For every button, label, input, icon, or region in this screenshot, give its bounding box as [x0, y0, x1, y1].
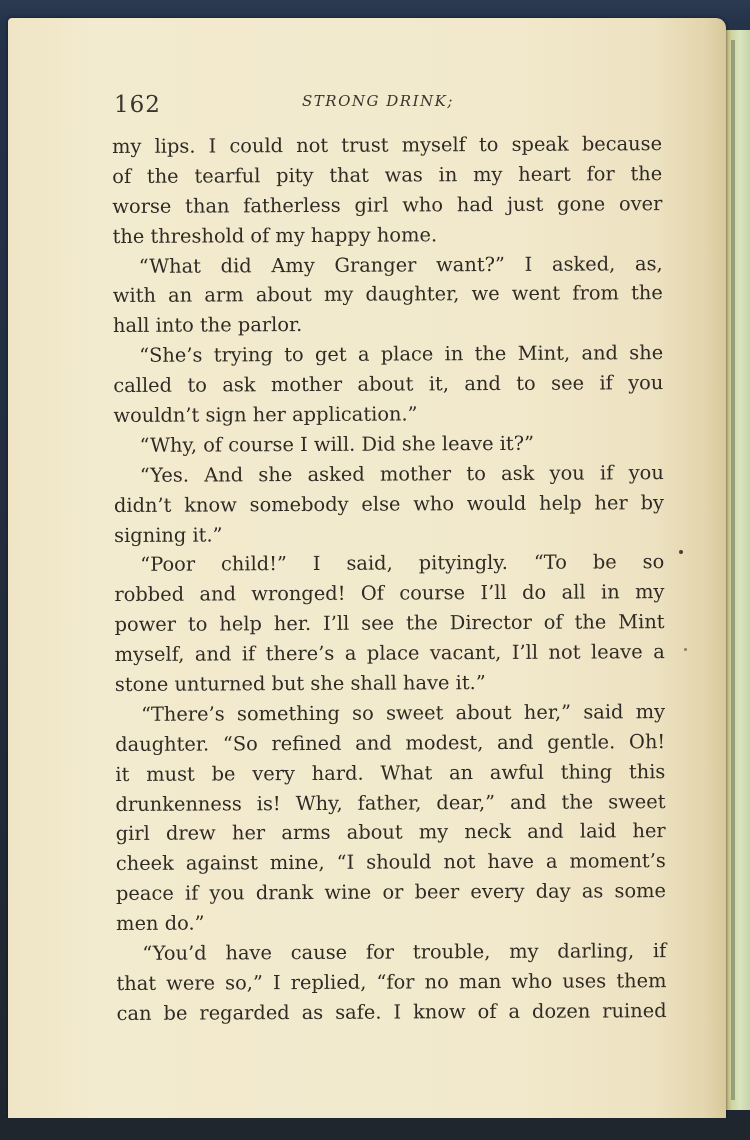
text-line: signing it.”	[114, 523, 223, 547]
text-line: “You’d have cause for trouble, my darling, if	[142, 939, 667, 965]
text-line: called to ask mother about it, and to see if you	[113, 371, 664, 398]
text-line: cheek against mine, “I should not have a moment’s	[115, 849, 666, 876]
text-line: “Why, of course I will. Did she leave it?”	[139, 431, 535, 457]
text-line: hall into the parlor.	[112, 313, 303, 338]
page-edge	[724, 30, 750, 1110]
text-line: daughter. “So refined and modest, and gentle. Oh!	[115, 729, 666, 756]
text-line: “Yes. And she asked mother to ask you if you	[139, 460, 664, 487]
text-line: power to help her. I’ll see the Director of the Mint	[114, 610, 665, 637]
text-line: it must be very hard. What an awful thing this	[115, 759, 666, 786]
text-line: with an arm about my daughter, we went from the	[112, 281, 663, 308]
text-line: “What did Amy Granger want?” I asked, as,	[138, 251, 663, 278]
text-line: that were so,” I replied, “for no man who uses them	[116, 969, 667, 995]
text-line: drunkenness is! Why, father, dear,” and the sweet	[115, 789, 666, 816]
text-line: men do.”	[116, 911, 205, 936]
text-line: “She’s trying to get a place in the Mint, and she	[139, 341, 664, 368]
text-line: wouldn’t sign her application.”	[113, 402, 418, 428]
page-edge-shadow	[731, 40, 735, 1100]
bottom-binding	[0, 1118, 750, 1140]
text-line: “Poor child!” I said, pityingly. “To be so	[140, 550, 665, 577]
text-line: worse than fatherless girl who had just gone over	[112, 191, 663, 218]
ink-speck	[679, 550, 683, 554]
page-header	[112, 88, 660, 122]
text-line: girl drew her arms about my neck and laid her	[115, 819, 666, 846]
running-title: STRONG DRINK;	[302, 92, 454, 110]
page-number: 162	[114, 92, 161, 118]
ink-speck	[684, 648, 687, 651]
text-line: stone unturned but she shall have it.”	[114, 671, 486, 697]
text-line: the threshold of my happy home.	[112, 222, 438, 248]
text-line: can be regarded as safe. I know of a dozen ruined	[116, 998, 667, 1025]
text-line: peace if you drank wine or beer every day as some	[115, 879, 667, 906]
text-line: my lips. I could not trust myself to speak because	[112, 132, 663, 158]
text-line: robbed and wronged! Of course I’ll do all in my	[114, 580, 665, 607]
text-line: myself, and if there’s a place vacant, I’ll not leave a	[114, 640, 665, 667]
text-line: didn’t know somebody else who would help her by	[113, 490, 665, 517]
body-text	[112, 129, 667, 1029]
text-line: “There’s something so sweet about her,” said my	[140, 700, 666, 726]
text-line: of the tearful pity that was in my heart for the	[112, 162, 663, 188]
